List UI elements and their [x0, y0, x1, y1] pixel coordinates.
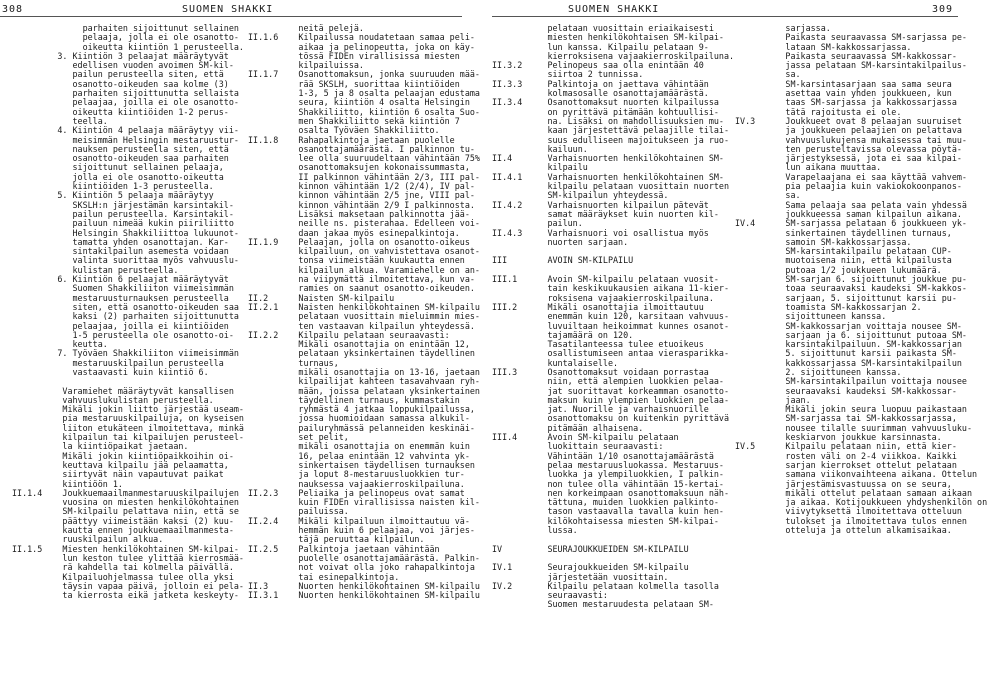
running-head-right: SUOMEN SHAKKI — [568, 4, 660, 15]
header-rule-right — [492, 16, 958, 17]
text-column-2: neitä pelejä. II.1.6 Kilpailussa noudatetaan samaa peli- aikaa ja pelinopeutta, joka on käy- tössä FIDEn virallisissa miesten kilpailuissa. II.1.7 Osanottomaksun, jonka suuruuden mää- rää SKSLH, suorittaa kiintiöiden 1-3, 5 ja 8 osalta pelaajan edustama seura, kiintiön 4 osalta Helsingin Shakkiliitto, kiintiön 6 osalta Suo- men Shakkiliitto sekä kiintiön 7 osalta Työväen Shakkiliitto. II.1.8 Rahapalkintoja jaetaan puolelle osanottajamäärästä. I palkinnon tu- lee olla suuruudeltaan vähintään 75% osanottomaksujen kokonaissummasta, II palkinnon vähintään 2/3, III pal- kinnon vähintään 1/2 (2/4), IV pal- kinnon vähintään 2/5 jne, VIII pal- kinnon vähintään 2/9 I palkinnosta. Lisäksi maksetaan palkinnotta jää- neille ns. pisterahaa. Edelleen voi- daan jakaa myös esinepalkintoja. II.1.9 Pelaajan, jolla on osanotto-oikeus kilpailuun, on vahvistettava osanot- tonsa viimeistään kuukautta ennen kilpailun alkua. Varamiehelle on an- na viipymättä ilmoitettava, kun va- ramies on saanut osanotto-oikeuden. II.2 Naisten SM-kilpailu II.2.1 Naisten henkilökohtainen SM-kilpailu pelataan vuosittain mieluimmin mies- ten vastaavan kilpailun yhteydessä. II.2.2 Kilpailu pelataan seuraavasti: Mikäli osanottajia on enintään 12, pelataan yksinkertainen täydellinen turnaus, mikäli osanottajia on 13-16, jaetaan kilpailijat kahteen tasavahvaan ryh- mään, joissa pelataan yksinkertainen täydellinen turnaus, kummastakin ryhmästä 4 jatkaa loppukilpailussa, jossa huomioidaan samassa alkukil- pailuryhmässä pelanneiden keskinäi- set pelit, mikäli osanottajia on enemmän kuin 16, pelaa enintään 12 vahvinta yk- sinkertaisen täydellisen turnauksen ja loput 8-mestaruusluokkien tur- nauksessa vajaakierroskilpailuna. II.2.3 Peliaika ja pelinopeus ovat samat kuin FIDEn virallisissa naisten kil- pailuissa. II.2.4 Mikäli kilpailuun ilmoittautuu vä- hemmän kuin 6 pelaajaa, voi järjes- täjä peruuttaa kilpailun. II.2.5 Palkintoja jaetaan vähintään puolelle osanottajamäärästä. Palkin- not voivat olla joko rahapalkintoja tai esinepalkintoja. II.3 Nuorten henkilökohtainen SM-kilpailu II.3.1 Nuorten henkilökohtainen SM-kilpailu — [248, 23, 480, 601]
running-head-left: SUOMEN SHAKKI — [182, 4, 274, 15]
header-rule-left — [0, 16, 462, 17]
page-number-right: 309 — [932, 4, 954, 15]
text-column-1: parhaiten sijoittunut sellainen pelaaja, jolla ei ole osanotto- oikeutta kiintiön 1 perusteella. 3. Kiintiön 3 pelaajat määräytyvät edellisen vuoden avoimen SM-kil- pailun perusteella siten, että osanotto-oikeuden saa kolme (3) parhaiten sijoittunutta sellaista pelaajaa, joilla ei ole osanotto- oikeutta kiintiöiden 1-2 perus- teella. 4. Kiintiön 4 pelaaja määräytyy vii- meisimmän Helsingin mestaruustur- nauksen perusteella siten, että osanotto-oikeuden saa parhaiten sijoittunut sellainen pelaaja, jolla ei ole osanotto-oikeutta kiintiöiden 1-3 perusteella. 5. Kiintiön 5 pelaaja määräytyy SKSLH:n järjestämän karsintakil- pailun perusteella. Karsintakil- pailuun nimeää kukin piiriliitto Helsingin Shakkiliittoa lukuunot- tamatta yhden osanottajan. Kar- sintakilpailun asemesta voidaan valinta suorittaa myös vahvuuslu- kulistan perusteella. 6. Kiintiön 6 pelaajat määräytyvät Suomen Shakkiliiton viimeisimmän mestaruusturnauksen perusteella siten, että osanotto-oikeuden saa kaksi (2) parhaiten sijoittunutta pelaajaa, joilla ei kiintiöiden 1-5 perusteella ole osanotto-oi- keutta. 7. Työväen Shakkiliiton viimeisimmän mestaruuskilpailun perusteella vastaavasti kuin kiintiö 6. Varamiehet määräytyvät kansallisen vahvuuslukulistan perusteella. Mikäli jokin liitto järjestää useam- pia mestaruuskilpailuja, on kyseisen liiton etukäteen ilmoitettava, minkä kilpailun tai kilpailujen perusteel- la kiintiöpaikat jaetaan. Mikäli jokin kiintiöpaikkoihin oi- keuttava kilpailu jää pelaamatta, siirtyvät näin vapautuvat paikat kiintiöön 1. II.1.4 Joukkuemaailmanmestaruuskilpailujen vuosina on miesten henkilökohtainen SM-kilpailu pelattava niin, että se päättyy viimeistään kaksi (2) kuu- kautta ennen joukkuemaailmanmesta- ruuskilpailun alkua. II.1.5 Miesten henkilökohtainen SM-kilpai- lun keston tulee ylittää kierrosmää- rä kahdella tai kolmella päivällä. Kilpailuohjelmassa tulee olla yksi täysin vapaa päivä, jolloin ei pela- ta kierrosta eikä jatketa keskeyty- — [12, 23, 244, 601]
text-column-4: sarjassa. Paikasta seuraavassa SM-sarjassa pe- lataan SM-kakkossarjassa. Paikasta seuraavassa SM-kakkossar- jassa pelataan SM-karsintakilpailus- sa. SM-karsintasarjaan saa sama seura asettaa vain yhden joukkueen, kun taas SM-sarjassa ja kakkossarjassa tätä rajoitusta ei ole. IV.3 Joukkueet ovat 8 pelaajan suuruiset ja joukkueen pelaajien on pelattava vahvuuslukujensa mukaisessa tai muu- ten perusteltavissa olevassa pöytä- järjestyksessä, jota ei saa kilpai- lun aikana muuttaa. Varapelaajana ei saa käyttää vahvem- pia pelaajia kuin vakiokokoonpanos- sa. Sama pelaaja saa pelata vain yhdessä joukkueessa saman kilpailun aikana. IV.4 SM-sarjassa pelataan 6 joukkueen yk- sinkertainen täydellinen turnaus, samoin SM-kakkossarjassa. SM-karsintakilpailu pelataan CUP- muotoisena niin, että kilpailusta putoaa 1/2 joukkueen lukumäärä. SM-sarjan 6. sijoittunut joukkue pu- toaa seuraavaksi kaudeksi SM-kakkos- sarjaan, 5. sijoittunut karsii pu- toamista SM-kakkossarjan 2. sijoittuneen kanssa. SM-kakkossarjan voittaja nousee SM- sarjaan ja 6. sijoittunut putoaa SM- karsintakilpailuun. SM-kakkossarjan 5. sijoittunut karsii paikasta SM- kakkossarjassa SM-karsintakilpailun 2. sijoittuneen kanssa. SM-karsintakilpailun voittaja nousee seuraavaksi kaudeksi SM-kakkossar- jaan. Mikäli jokin seura luopuu paikastaan SM-sarjassa tai SM-kakkossarjassa, nousee tilalle suurimman vahvuusluku- keskiarvon joukkue karsinnasta. IV.5 Kilpailu pelataan niin, että kier- rosten väli on 2-4 viikkoa. Kaikki sarjan kierrokset ottelut pelataan samana viikonvaihteena aikana. Ottelun järjestämisvastuussa on se seura, mikäli ottelut pelataan samaan aikaan ja aikaa. Kotijoukkueen yhdyshenkilön on viivytyksettä ilmoitettava otteluun tulokset ja ilmoitettava tulos ennen otteluja ja ottelun alkamisaikaa. — [735, 23, 987, 536]
page-number-left: 308 — [2, 4, 24, 15]
text-column-3: pelataan vuosittain eriaikaisesti miesten henkilökohtaisen SM-kilpai- lun kanssa. Kilpailu pelataan 9- kierroksisena vajaakierroskilpailuna. II.3.2 Pelinopeus saa olla enintään 40 siirtoa 2 tunnissa. II.3.3 Palkintoja on jaettava vähintään kolmasosalle osanottajamäärästä. II.3.4 Osanottomaksut nuorten kilpailussa on pyrittävä pitämään kohtuullisi- na. Lisäksi on mahdollisuuksien mu- kaan järjestettävä pelaajille tilai- suus edulliseen majoitukseen ja ruo- kailuun. II.4 Varhaisnuorten henkilökohtainen SM- kilpailu II.4.1 Varhaisnuorten henkilökohtainen SM- kilpailu pelataan vuosittain nuorten SM-kilpailun yhteydessä. II.4.2 Varhaisnuorten kilpailun pätevät samat määräykset kuin nuorten kil- pailun. II.4.3 Varhaisnuori voi osallistua myös nuorten sarjaan. III AVOIN SM-KILPAILU III.1 Avoin SM-kilpailu pelataan vuosit- tain keskikuukausien aikana 11-kier- roksisena vajaakierroskilpailuna. III.2 Mikäli osanottajia ilmoittautuu enemmän kuin 120, karsitaan vahvuus- luvuiltaan heikoimmat kunnes osanot- tajamäärä on 120. Tasatilanteessa tulee etuoikeus osallistumiseen antaa vierasparikka- kuntalaiselle. III.3 Osanottomaksut voidaan porrastaa niin, että alempien luokkien pelaa- jat suorittavat korkeamman osanotto- maksun kuin ylempien luokkien pelaa- jat. Nuorille ja varhaisnuorille osanottomaksu on kuitenkin pyrittävä pitämään alhaisena. III.4 Avoin SM-kilpailu pelataan luokittain seuraavasti: Vähintään 1/10 osanottajamäärästä pelaa mestaruusluokassa. Mestaruus- luokka ja ylempiluokkien, I palkin- non tulee olla vähintään 15-kertai- nen korkeimpaan osanottomaksuun näh- tättuna, muiden luokkien palkinto- tason vastaavalla tavalla kuin hen- kilökohtaisessa miesten SM-kilpai- lussa. IV SEURAJOUKKUEIDEN SM-KILPAILU IV.1 Seurajoukkueiden SM-kilpailu järjestetään vuosittain. IV.2 Kilpailu pelataan kolmella tasolla seuraavasti: Suomen mestaruudesta pelataan SM- — [492, 23, 735, 610]
